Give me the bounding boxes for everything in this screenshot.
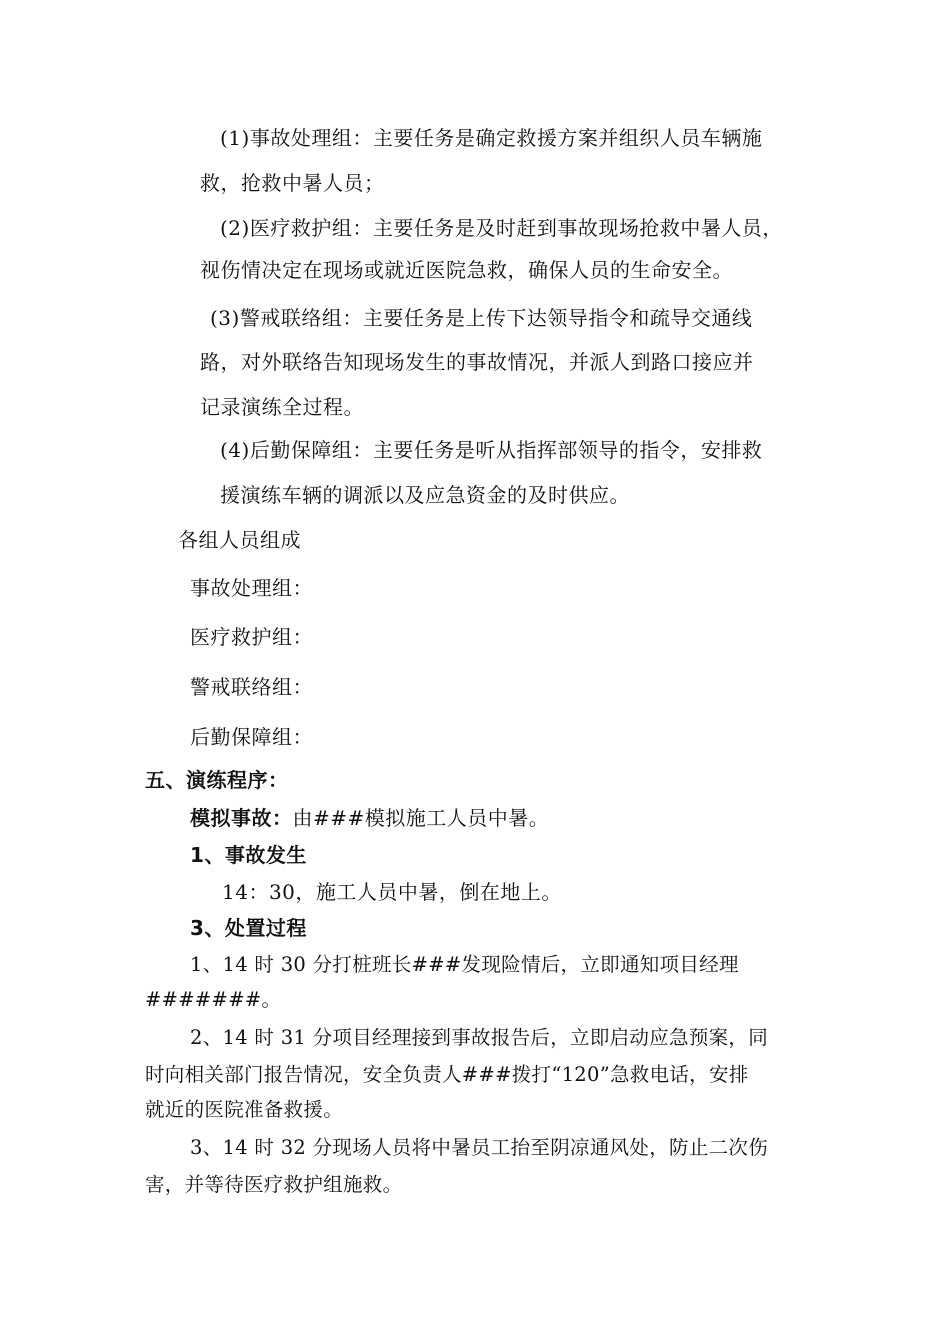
duty-2-line-1: (2)医疗救护组：主要任务是及时赶到事故现场抢救中暑人员，	[220, 216, 783, 240]
step3-heading: 3、处置过程	[190, 916, 307, 940]
step1-text: 14：30，施工人员中暑，倒在地上。	[222, 880, 562, 904]
simulation-label: 模拟事故：	[190, 806, 293, 830]
section-heading: 五、演练程序：	[145, 768, 289, 792]
duty-4-line-2: 援演练车辆的调派以及应急资金的及时供应。	[220, 483, 630, 507]
composition-item-security: 警戒联络组：	[190, 675, 313, 699]
duty-3-line-2: 路，对外联络告知现场发生的事故情况，并派人到路口接应并	[200, 350, 754, 374]
procedure-2-line-3: 就近的医院准备救援。	[145, 1098, 344, 1121]
simulation-line	[190, 806, 549, 830]
composition-item-accident: 事故处理组：	[190, 576, 313, 600]
duty-1-line-2: 救，抢救中暑人员；	[200, 171, 385, 195]
procedure-1-line-2: #######。	[145, 988, 282, 1011]
procedure-1-line-1: 1、14 时 30 分打桩班长###发现险情后，立即通知项目经理	[190, 953, 739, 976]
procedure-3-line-1: 3、14 时 32 分现场人员将中暑员工抬至阴凉通风处，防止二次伤	[190, 1136, 769, 1159]
duty-4-line-1: (4)后勤保障组：主要任务是听从指挥部领导的指令，安排救	[220, 438, 763, 462]
step1-heading: 1、事故发生	[190, 843, 307, 867]
composition-item-medical: 医疗救护组：	[190, 625, 313, 649]
composition-item-logistics: 后勤保障组：	[190, 725, 313, 749]
procedure-2-line-1: 2、14 时 31 分项目经理接到事故报告后，立即启动应急预案，同	[190, 1026, 769, 1049]
composition-title: 各组人员组成	[178, 528, 301, 552]
duty-1-line-1: (1)事故处理组：主要任务是确定救援方案并组织人员车辆施	[220, 126, 763, 150]
procedure-2-line-2: 时向相关部门报告情况，安全负责人###拨打“120”急救电话，安排	[145, 1063, 749, 1086]
procedure-3-line-2: 害，并等待医疗救护组施救。	[145, 1173, 403, 1196]
duty-3-line-1: (3)警戒联络组：主要任务是上传下达领导指令和疏导交通线	[210, 306, 753, 330]
duty-2-line-2: 视伤情决定在现场或就近医院急救，确保人员的生命安全。	[200, 258, 733, 282]
duty-3-line-3: 记录演练全过程。	[200, 395, 364, 419]
simulation-text: 由###模拟施工人员中暑。	[292, 806, 550, 830]
